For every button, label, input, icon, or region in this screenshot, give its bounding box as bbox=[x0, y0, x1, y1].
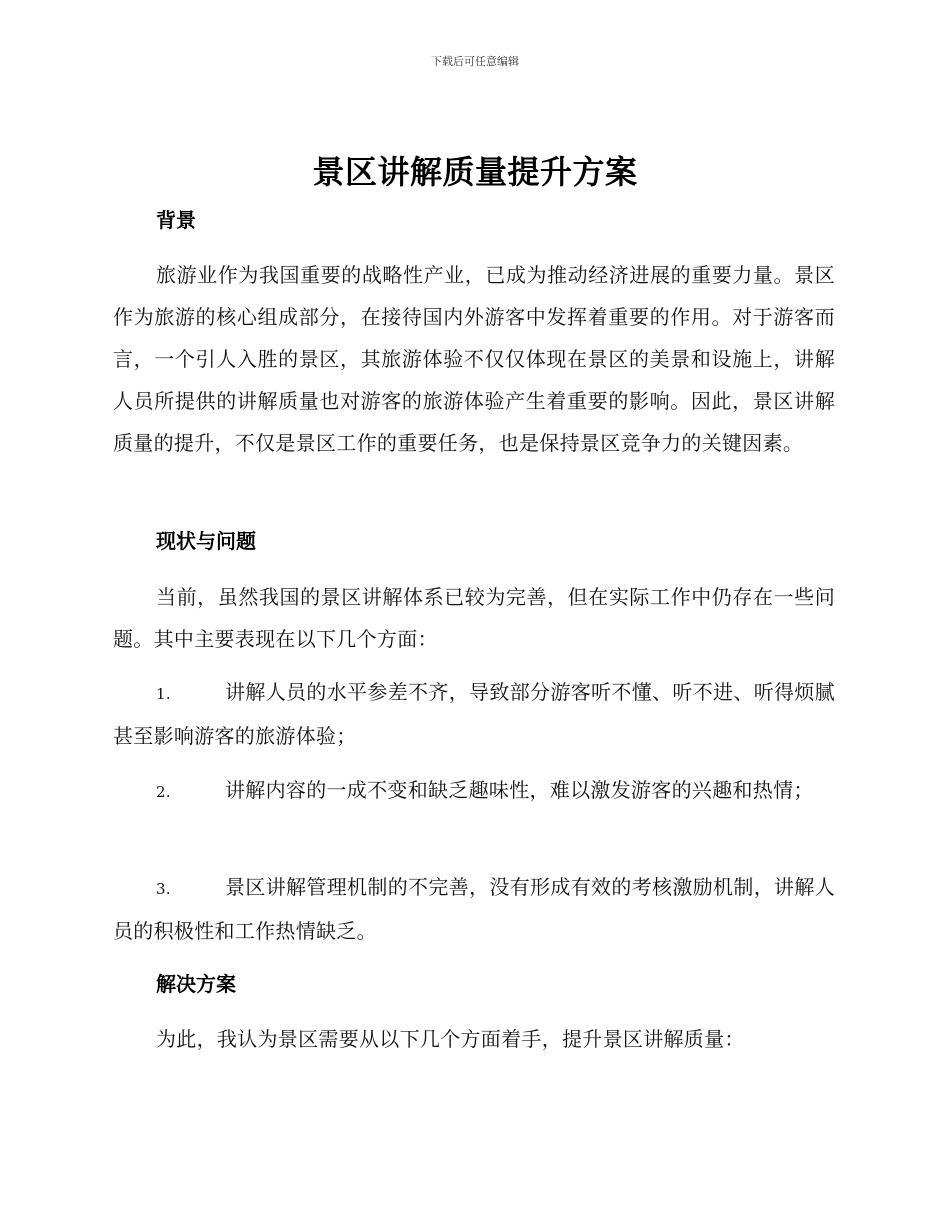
section-heading-background: 背景 bbox=[156, 208, 196, 232]
list-item-text: 讲解人员的水平参差不齐，导致部分游客听不懂、听不进、听得烦腻甚至影响游客的旅游体验； bbox=[113, 680, 835, 748]
list-item-1 bbox=[113, 671, 835, 757]
list-number: 1. bbox=[156, 685, 171, 703]
status-paragraph: 当前，虽然我国的景区讲解体系已较为完善，但在实际工作中仍存在一些问题。其中主要表现在以下几个方面： bbox=[113, 585, 835, 651]
list-item-2 bbox=[113, 769, 835, 813]
list-item-text: 讲解内容的一成不变和缺乏趣味性，难以激发游客的兴趣和热情； bbox=[225, 778, 814, 802]
background-paragraph: 旅游业作为我国重要的战略性产业，已成为推动经济进展的重要力量。景区作为旅游的核心组成部分，在接待国内外游客中发挥着重要的作用。对于游客而言，一个引人入胜的景区，其旅游体验不仅仅体现在景区的美景和设施上，讲解人员所提供的讲解质量也对游客的旅游体验产生着重要的影响。因此，景区讲解质量的提升，不仅是景区工作的重要任务，也是保持景区竞争力的关键因素。 bbox=[113, 263, 835, 455]
list-number: 3. bbox=[156, 880, 171, 898]
section-heading-solution: 解决方案 bbox=[156, 972, 236, 996]
section-heading-status: 现状与问题 bbox=[156, 529, 256, 553]
list-number: 2. bbox=[156, 783, 171, 801]
list-item-text: 景区讲解管理机制的不完善，没有形成有效的考核激励机制，讲解人员的积极性和工作热情缺乏。 bbox=[113, 875, 835, 943]
document-title: 景区讲解质量提升方案 bbox=[312, 153, 638, 191]
solution-paragraph: 为此，我认为景区需要从以下几个方面着手，提升景区讲解质量： bbox=[156, 1027, 745, 1051]
list-item-3 bbox=[113, 866, 835, 952]
header-note: 下载后可任意编辑 bbox=[431, 55, 519, 68]
